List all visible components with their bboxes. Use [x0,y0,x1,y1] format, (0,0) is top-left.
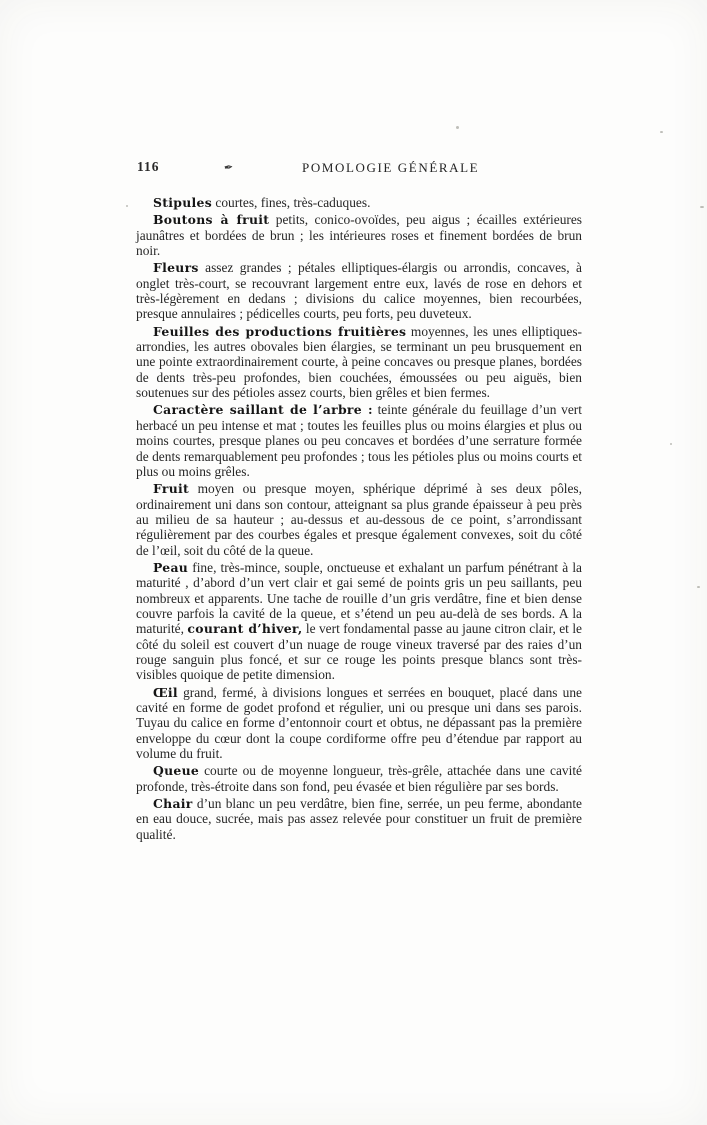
paragraph-feuilles [136,324,582,401]
paragraph-stipules [136,195,582,210]
paragraph-chair [136,796,582,842]
paragraph-lead: Œil [153,684,178,700]
paragraph-lead: Queue [153,763,200,779]
scan-speck [660,131,663,133]
scan-speck [697,586,700,588]
paragraph-text: moyen ou presque moyen, sphérique déprimé à ses deux pôles, ordinairement uni dans son contour, atteignant sa plus grande épaisseur à peu près au milieu de sa hauteur ; au-dessus et au-dessous de ce point, s’arrondissant régulièrement par des courbes égales et presque également convexes, soit du côté de l’œil, soit du côté de la queue. [136,481,582,558]
paragraph-text: petits, conico-ovoïdes, peu aigus ; écailles extérieures jaunâtres et bordées de brun ; les intérieures roses et finement bordées de brun noir. [136,212,582,259]
scan-speck [700,206,704,208]
paragraph-caractere-saillant [136,402,582,479]
paragraph-peau [136,560,582,683]
paragraph-lead: Fruit [153,481,190,497]
paragraph-text: fine, très-mince, souple, onctueuse et exhalant un parfum pénétrant à la maturité , d’abord d’un vert clair et gai semé de points gris un peu saillants, peu nombreux et apparents. Une tache de rouille d’un gris verdâtre, fine et bien dense couvre parfois la cavité de la queue, et s’étend un peu au-delà de ses bords. A la maturité, [136,559,582,637]
paragraph-boutons-a-fruit [136,212,582,258]
paragraph-fruit [136,481,582,558]
running-title: POMOLOGIE GÉNÉRALE [302,160,480,175]
paragraph-lead: Boutons à fruit [153,212,270,228]
paragraph-oeil [136,685,582,762]
scan-speck [670,443,672,445]
paragraph-text: assez grandes ; pétales elliptiques-élargis ou arrondis, concaves, à onglet très-court, se recouvrant largement entre eux, lavés de rose en dehors et très-légèrement en dedans ; divisions du calice moyennes, bien recourbées, presque annulaires ; pédicelles courts, peu forts, peu duveteux. [136,260,582,322]
paragraph-queue [136,763,582,794]
paragraph-text: courtes, fines, très-caduques. [212,195,371,210]
paragraph-lead: Feuilles des productions fruitières [153,323,407,339]
paragraph-lead: Stipules [153,195,213,210]
scan-speck [456,126,459,129]
text-block [136,195,582,844]
paragraph-lead: Peau [153,559,189,575]
paragraph-text: teinte générale du feuillage d’un vert herbacé un peu intense et mat ; toutes les feuilles plus ou moins élargies et plus ou moins courtes, presque planes ou peu concaves et bordées d’une serrature formée de dents remarquablement peu profondes ; tous les pétioles plus ou moins courts et plus ou moins grêles. [136,402,582,479]
ornament-icon: ✒ [223,161,235,175]
paragraph-bold-inline: courant d’hiver, [187,621,303,637]
paragraph-text: moyennes, les unes elliptiques-arrondies, les autres obovales bien élargies, se terminant un peu brusquement en une pointe extraordinairement courte, à peine concaves ou presque planes, bordées de dents très-peu profondes, bien couchées, émoussées ou peu aiguës, bien soutenues sur des pétioles assez courts, bien grêles et bien fermes. [136,323,582,401]
paragraph-lead: Caractère saillant de l’arbre : [153,402,373,418]
paragraph-fleurs [136,260,582,321]
paragraph-lead: Chair [153,796,193,812]
paragraph-text: le vert fondamental passe au jaune citron clair, et le côté du soleil est couvert d’un nuage de rouge vineux traversé par des raies d’un rouge sanguin plus foncé, et sur ce rouge les points presque blancs sont très-visibles quoique de petite dimension. [136,621,582,683]
page-number: 116 [137,159,160,174]
paragraph-text: courte ou de moyenne longueur, très-grêle, attachée dans une cavité profonde, très-étroite dans son fond, peu évasée et bien régulière par ses bords. [136,763,582,794]
scan-speck [126,205,128,207]
paragraph-text: d’un blanc un peu verdâtre, bien fine, serrée, un peu ferme, abondante en eau douce, sucrée, mais pas assez relevée pour constituer un fruit de première qualité. [136,796,582,842]
paragraph-text: grand, fermé, à divisions longues et serrées en bouquet, placé dans une cavité en forme de godet profond et régulier, uni ou presque uni dans ses parois. Tuyau du calice en forme d’entonnoir court et obtus, ne dépassant pas la première enveloppe du cœur dont la coupe cordiforme offre peu d’étendue par rapport au volume du fruit. [136,684,582,762]
paragraph-lead: Fleurs [153,260,199,276]
